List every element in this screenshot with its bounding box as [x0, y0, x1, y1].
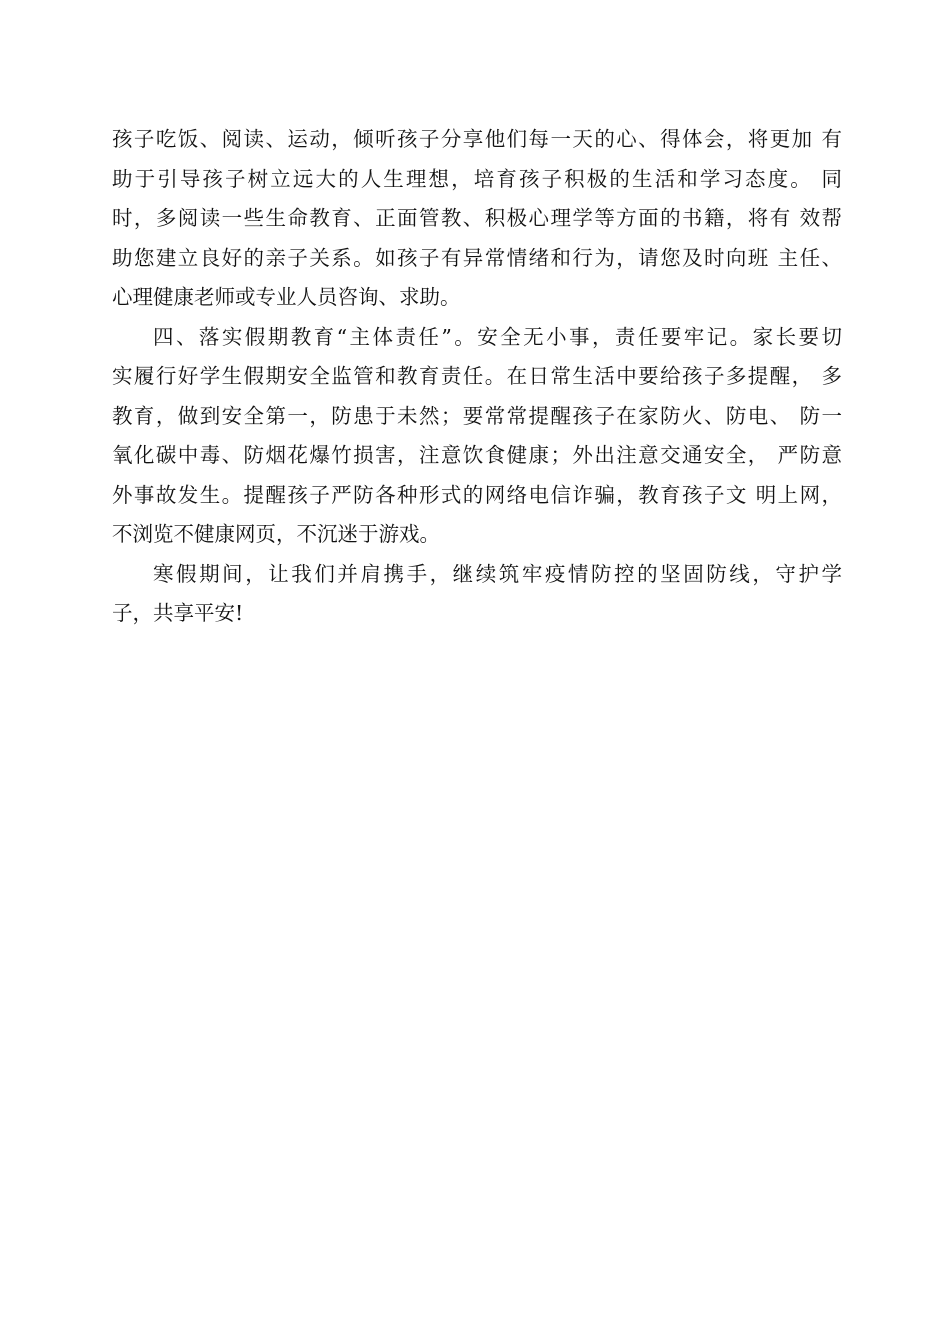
text-line: 助于引导孩子树立远大的人生理想，培育孩子积极的生活和学习态度。 同 [112, 166, 842, 191]
paragraph-closing [112, 555, 842, 634]
text-line: 心理健康老师或专业人员咨询、求助。 [112, 285, 461, 309]
text-line: 外事故发生。提醒孩子严防各种形式的网络电信诈骗，教育孩子文 明上网， [112, 482, 842, 507]
text-line: 不浏览不健康网页，不沉迷于游戏。 [112, 522, 440, 546]
text-line: 孩子吃饭、阅读、运动，倾听孩子分享他们每一天的心、得体会，将更加 有 [112, 127, 842, 151]
paragraph-section-four [112, 318, 842, 555]
text-line: 子，共享平安! [112, 601, 244, 625]
text-line: 时，多阅读一些生命教育、正面管教、积极心理学等方面的书籍，将有 效帮 [112, 206, 842, 230]
paragraph-family-guidance [112, 120, 842, 318]
text-line: 教育，做到安全第一，防患于未然；要常常提醒孩子在家防火、防电、 防一 [112, 403, 842, 428]
text-line: 实履行好学生假期安全监管和教育责任。在日常生活中要给孩子多提醒， 多 [112, 364, 842, 388]
text-line: 四、落实假期教育“主体责任”。安全无小事，责任要牢记。家长要切 [153, 324, 842, 349]
text-line: 助您建立良好的亲子关系。如孩子有异常情绪和行为，请您及时向班 主任、 [112, 245, 842, 270]
text-line: 氧化碳中毒、防烟花爆竹损害，注意饮食健康；外出注意交通安全， 严防意 [112, 443, 842, 467]
document-body [112, 120, 842, 634]
text-line: 寒假期间，让我们并肩携手，继续筑牢疫情防控的坚固防线，守护学 [153, 561, 842, 586]
